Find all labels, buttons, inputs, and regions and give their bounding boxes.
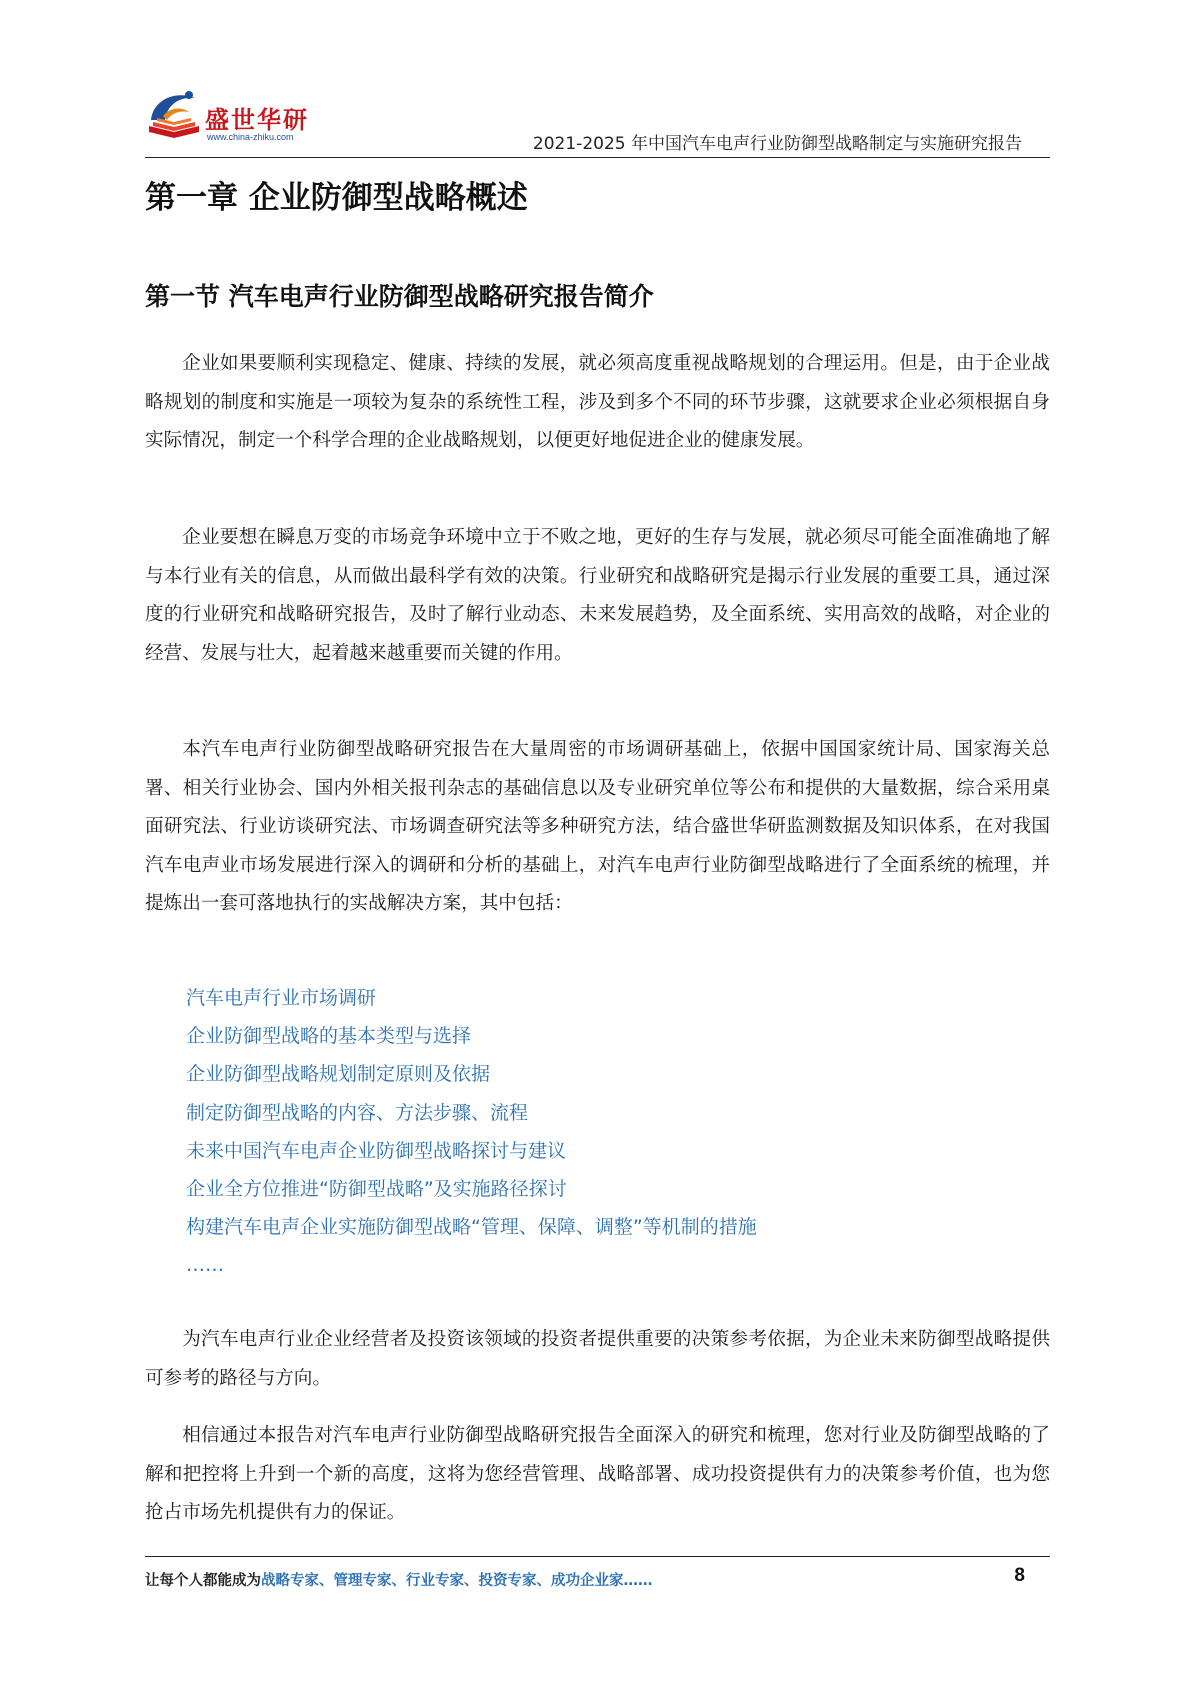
body-paragraph: 企业要想在瞬息万变的市场竞争环境中立于不败之地，更好的生存与发展，就必须尽可能全面准确地了解与本行业有关的信息，从而做出最科学有效的决策。行业研究和战略研究是揭示行业发展的重要工具，通过深度的行业研究和战略研究报告，及时了解行业动态、未来发展趋势，及全面系统、实用高效的战略，对企业的经营、发展与壮大，起着越来越重要而关键的作用。 (145, 527, 1050, 664)
contents-item-ellipsis: …… (186, 1254, 224, 1277)
section-title: 第一节 汽车电声行业防御型战略研究报告简介 (145, 282, 654, 311)
body-paragraph: 为汽车电声行业企业经营者及投资该领域的投资者提供重要的决策参考依据，为企业未来防御型战略提供可参考的路径与方向。 (145, 1329, 1050, 1389)
logo-book-swoosh-icon (145, 86, 203, 144)
contents-item[interactable]: 构建汽车电声企业实施防御型战略“管理、保障、调整”等机制的措施 (186, 1216, 757, 1239)
body-paragraph: 本汽车电声行业防御型战略研究报告在大量周密的市场调研基础上，依据中国国家统计局、国家海关总署、相关行业协会、国内外相关报刊杂志的基础信息以及专业研究单位等公布和提供的大量数据，综合采用桌面研究法、行业访谈研究法、市场调查研究法等多种研究方法，结合盛世华研监测数据及知识体系，在对我国汽车电声业市场发展进行深入的调研和分析的基础上，对汽车电声行业防御型战略进行了全面系统的梳理，并提炼出一套可落地执行的实战解决方案，其中包括： (145, 739, 1050, 914)
page-footer (145, 1565, 1025, 1595)
logo-name: 盛世华研 (205, 106, 309, 134)
chapter-title: 第一章 企业防御型战略概述 (145, 180, 528, 216)
report-title: 2021-2025 年中国汽车电声行业防御型战略制定与实施研究报告 (532, 134, 1022, 154)
contents-item[interactable]: 企业全方位推进“防御型战略”及实施路径探讨 (186, 1178, 567, 1201)
contents-list (186, 979, 757, 1285)
body-paragraph: 企业如果要顺利实现稳定、健康、持续的发展，就必须高度重视战略规划的合理运用。但是，由于企业战略规划的制度和实施是一项较为复杂的系统性工程，涉及到多个不同的环节步骤，这就要求企业必须根据自身实际情况，制定一个科学合理的企业战略规划，以便更好地促进企业的健康发展。 (145, 353, 1050, 451)
page-number: 8 (1014, 1565, 1025, 1586)
contents-item[interactable]: 企业防御型战略的基本类型与选择 (186, 1025, 472, 1048)
footer-divider (145, 1556, 1050, 1557)
contents-item[interactable]: 制定防御型战略的内容、方法步骤、流程 (186, 1101, 529, 1124)
body-paragraph: 相信通过本报告对汽车电声行业防御型战略研究报告全面深入的研究和梳理，您对行业及防御型战略的了解和把控将上升到一个新的高度，这将为您经营管理、战略部署、成功投资提供有力的决策参考价值，也为您抢占市场先机提供有力的保证。 (145, 1425, 1050, 1523)
company-logo (145, 84, 315, 154)
contents-item[interactable]: 汽车电声行业市场调研 (186, 987, 377, 1009)
header-divider (145, 157, 1050, 158)
logo-url: www.china-zhiku.com (207, 132, 294, 142)
page-header (145, 84, 1050, 159)
contents-item[interactable]: 企业防御型战略规划制定原则及依据 (186, 1063, 491, 1086)
footer-roles: 战略专家、管理专家、行业专家、投资专家、成功企业家…… (261, 1573, 653, 1589)
footer-slogan: 让每个人都能成为 (145, 1573, 261, 1589)
contents-item[interactable]: 未来中国汽车电声企业防御型战略探讨与建议 (186, 1139, 567, 1162)
